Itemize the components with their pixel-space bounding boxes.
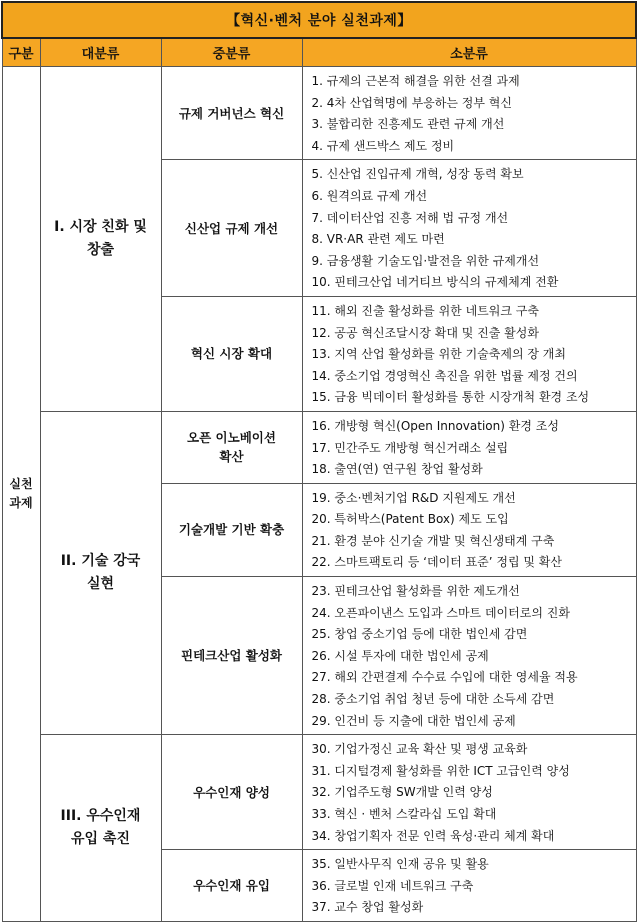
major-category-label: I. 시장 친화 및 bbox=[54, 218, 147, 235]
minor-category-item: 1. 규제의 근본적 해결을 위한 선결 과제 bbox=[311, 74, 520, 88]
mid-category-label: 규제 거버넌스 혁신 bbox=[178, 105, 285, 121]
minor-category-item: 13. 지역 산업 활성화를 위한 기술축제의 장 개최 bbox=[311, 347, 566, 362]
minor-category-item: 16. 개방형 혁신(Open Innovation) 환경 조성 bbox=[311, 418, 559, 433]
minor-category-item: 29. 인건비 등 지출에 대한 법인세 공제 bbox=[311, 713, 516, 728]
major-category-label: 창출 bbox=[86, 241, 115, 258]
table-row bbox=[2, 411, 636, 483]
minor-category-cell bbox=[302, 296, 636, 411]
mid-category-label: 기술개발 기반 확충 bbox=[178, 522, 285, 538]
minor-category-item: 21. 환경 분야 신기술 개발 및 혁신생태계 구축 bbox=[311, 533, 555, 548]
minor-category-item: 10. 핀테크산업 네거티브 방식의 규제체계 전환 bbox=[311, 275, 559, 290]
minor-category-item: 12. 공공 혁신조달시장 확대 및 진출 활성화 bbox=[311, 325, 539, 340]
mid-category-cell bbox=[161, 411, 302, 483]
mid-category-cell bbox=[161, 296, 302, 411]
minor-category-item: 25. 창업 중소기업 등에 대한 법인세 감면 bbox=[311, 627, 528, 642]
minor-category-item: 18. 출연(연) 연구원 창업 활성화 bbox=[311, 462, 483, 477]
major-category-cell bbox=[40, 67, 161, 412]
minor-category-item: 19. 중소·벤처기업 R&D 지원제도 개선 bbox=[311, 490, 516, 505]
minor-category-item: 2. 4차 산업혁명에 부응하는 정부 혁신 bbox=[311, 95, 512, 110]
mid-category-cell bbox=[161, 735, 302, 850]
minor-category-item: 26. 시설 투자에 대한 법인세 공제 bbox=[311, 648, 489, 663]
major-category-cell bbox=[40, 735, 161, 922]
mid-category-cell bbox=[161, 67, 302, 160]
minor-category-cell bbox=[302, 735, 636, 850]
minor-category-cell bbox=[302, 160, 636, 297]
minor-category-item: 20. 특허박스(Patent Box) 제도 도입 bbox=[311, 512, 509, 527]
minor-category-item: 27. 해외 간편결제 수수료 수입에 대한 영세율 적용 bbox=[311, 670, 578, 685]
minor-category-cell bbox=[302, 850, 636, 922]
mid-category-label: 우수인재 양성 bbox=[193, 784, 270, 800]
minor-category-cell bbox=[302, 483, 636, 576]
header-mid-category: 중분류 bbox=[161, 38, 302, 67]
mid-category-cell bbox=[161, 160, 302, 297]
major-category-label: 실현 bbox=[86, 576, 115, 593]
minor-category-item: 6. 원격의료 규제 개선 bbox=[311, 188, 428, 203]
minor-category-item: 5. 신산업 진입규제 개혁, 성장 동력 확보 bbox=[311, 167, 524, 182]
mid-category-cell bbox=[161, 483, 302, 576]
minor-category-item: 17. 민간주도 개방형 혁신거래소 설립 bbox=[311, 440, 509, 455]
minor-category-item: 36. 글로벌 인재 네트워크 구축 bbox=[311, 878, 474, 893]
major-category-label: 유입 촉진 bbox=[71, 831, 130, 848]
major-category-label: III. 우수인재 bbox=[60, 808, 141, 825]
mid-category-label: 우수인재 유입 bbox=[193, 878, 270, 894]
major-category-label: II. 기술 강국 bbox=[60, 553, 141, 570]
minor-category-item: 37. 교수 창업 활성화 bbox=[311, 900, 424, 915]
mid-category-label: 오픈 이노베이션 bbox=[187, 430, 276, 446]
mid-category-label: 신산업 규제 개선 bbox=[184, 220, 279, 236]
mid-category-label: 혁신 시장 확대 bbox=[190, 346, 273, 362]
practice-task-table bbox=[1, 1, 637, 922]
header-minor-category: 소분류 bbox=[302, 38, 636, 67]
minor-category-item: 8. VR·AR 관련 제도 마련 bbox=[311, 232, 445, 247]
minor-category-item: 14. 중소기업 경영혁신 촉진을 위한 법률 제정 건의 bbox=[311, 368, 578, 383]
minor-category-item: 15. 금융 빅데이터 활성화를 통한 시장개척 환경 조성 bbox=[311, 390, 590, 405]
minor-category-item: 22. 스마트팩토리 등 ‘데이터 표준’ 정립 및 확산 bbox=[311, 555, 562, 570]
mid-category-cell bbox=[161, 850, 302, 922]
minor-category-item: 32. 기업주도형 SW개발 인력 양성 bbox=[311, 785, 493, 800]
minor-category-item: 35. 일반사무직 인재 공유 및 활용 bbox=[311, 857, 489, 872]
mid-category-label: 확산 bbox=[219, 449, 244, 465]
minor-category-cell bbox=[302, 67, 636, 160]
minor-category-item: 33. 혁신 · 벤처 스칼라십 도입 확대 bbox=[311, 807, 497, 821]
gubun-cell bbox=[2, 67, 40, 922]
minor-category-item: 30. 기업가정신 교육 확산 및 평생 교육화 bbox=[311, 742, 528, 757]
minor-category-item: 31. 디지털경제 활성화를 위한 ICT 고급인력 양성 bbox=[311, 763, 570, 778]
minor-category-item: 9. 금융생활 기술도입·발전을 위한 규제개선 bbox=[311, 253, 540, 268]
major-category-cell bbox=[40, 411, 161, 734]
header-gubun: 구분 bbox=[2, 38, 40, 67]
gubun-label: 실천 bbox=[9, 476, 33, 491]
minor-category-item: 3. 불합리한 진흥제도 관련 규제 개선 bbox=[311, 117, 505, 132]
table-title: 【혁신·벤처 분야 실천과제】 bbox=[2, 2, 636, 38]
table-row bbox=[2, 67, 636, 160]
minor-category-item: 7. 데이터산업 진흥 저해 법 규정 개선 bbox=[311, 210, 509, 225]
minor-category-item: 24. 오픈파이낸스 도입과 스마트 데이터로의 진화 bbox=[311, 605, 570, 620]
minor-category-item: 28. 중소기업 취업 청년 등에 대한 소득세 감면 bbox=[311, 692, 555, 707]
minor-category-cell bbox=[302, 577, 636, 735]
minor-category-item: 23. 핀테크산업 활성화를 위한 제도개선 bbox=[311, 584, 520, 599]
minor-category-cell bbox=[302, 411, 636, 483]
minor-category-item: 11. 해외 진출 활성화를 위한 네트워크 구축 bbox=[311, 303, 539, 318]
header-major-category: 대분류 bbox=[40, 38, 161, 67]
table-row bbox=[2, 735, 636, 850]
mid-category-label: 핀테크산업 활성화 bbox=[181, 648, 282, 664]
minor-category-item: 4. 규제 샌드박스 제도 정비 bbox=[311, 138, 455, 153]
minor-category-item: 34. 창업기획자 전문 인력 육성·관리 체계 확대 bbox=[311, 828, 555, 843]
mid-category-cell bbox=[161, 577, 302, 735]
gubun-label: 과제 bbox=[9, 495, 33, 510]
